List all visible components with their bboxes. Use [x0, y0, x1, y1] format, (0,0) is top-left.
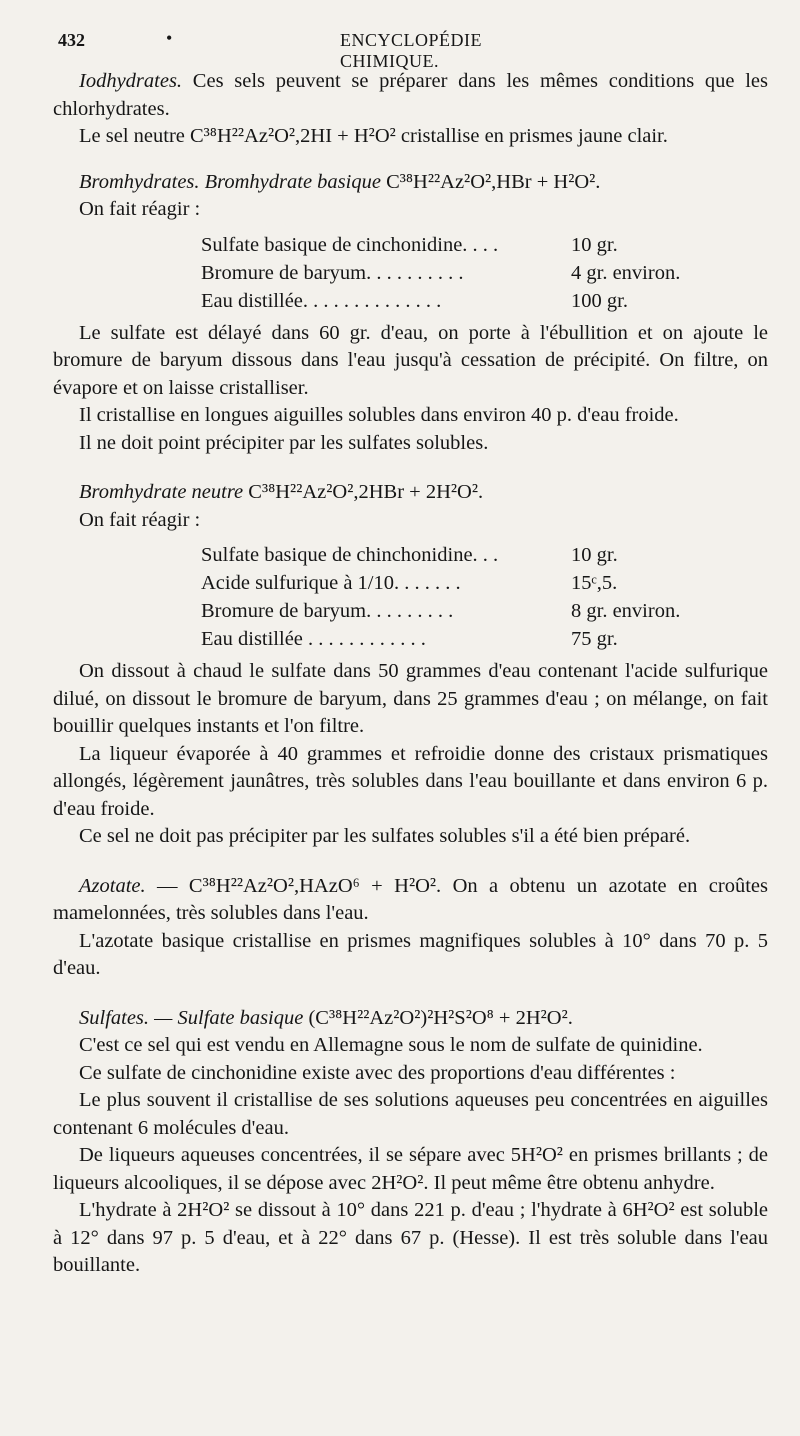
- recipe-row: Bromure de baryum. . . . . . . . . . 4 gr. environ.: [201, 261, 681, 284]
- section-heading: Bromhydrates. Bromhydrate basique: [79, 170, 381, 193]
- running-title: ENCYCLOPÉDIE CHIMIQUE.: [340, 30, 482, 71]
- paragraph: Il cristallise en longues aiguilles solubles dans environ 40 p. d'eau froide.: [79, 404, 679, 426]
- body-text: [53, 68, 768, 1280]
- paragraph: C'est ce sel qui est vendu en Allemagne sous le nom de sulfate de quinidine.: [79, 1034, 703, 1056]
- formula: (C³⁸H²²Az²O²)²H²S²O⁸ + 2H²O².: [308, 1006, 573, 1029]
- paragraph: Ce sulfate de cinchonidine existe avec des proportions d'eau différentes :: [79, 1061, 676, 1084]
- paragraph: La liqueur évaporée à 40 grammes et refroidie donne des cristaux prismatiques allongés, légèrement jaunâtres, très solubles dans l'eau bouillante et dans environ 6 p. d'eau froide.: [53, 742, 768, 820]
- recipe-row: Acide sulfurique à 1/10. . . . . . . 15ᶜ,5.: [201, 572, 618, 594]
- paragraph: Le plus souvent il cristallise de ses solutions aqueuses peu concentrées en aiguilles contenant 6 molécules d'eau.: [53, 1089, 768, 1139]
- paragraph: On fait réagir :: [79, 508, 201, 531]
- section-heading: Azotate.: [79, 874, 146, 897]
- recipe-table-1: [201, 232, 768, 316]
- paragraph: L'azotate basique cristallise en prismes magnifiques solubles à 10° dans 70 p. 5 d'eau.: [53, 929, 768, 979]
- recipe-row: Eau distillée . . . . . . . . . . . . 75 gr.: [201, 628, 618, 650]
- section-heading: Bromhydrate neutre: [79, 481, 244, 503]
- section-heading: Iodhydrates.: [79, 70, 183, 92]
- paragraph: Le sulfate est délayé dans 60 gr. d'eau, on porte à l'ébullition et on ajoute le bromure de baryum dissous dans l'eau jusqu'à cessation de précipité. On filtre, on évapore et on laisse cristalliser.: [53, 321, 768, 399]
- header-dot: •: [166, 28, 173, 48]
- paragraph: De liqueurs aqueuses concentrées, il se sépare avec 5H²O² en prismes brillants ; de liqueurs alcooliques, il se dépose avec 2H²O². Il peut même être obtenu anhydre.: [53, 1144, 768, 1194]
- paragraph-bromhydrates: [53, 169, 768, 197]
- recipe-table-2: [201, 542, 768, 654]
- paragraph: On dissout à chaud le sulfate dans 50 grammes d'eau contenant l'acide sulfurique dilué, on dissout le bromure de baryum, dans 25 grammes d'eau ; on mélange, on fait bouillir quelques instants et l'on filtre.: [53, 660, 768, 737]
- paragraph: Le sel neutre C³⁸H²²Az²O²,2HI + H²O² cristallise en prismes jaune clair.: [79, 125, 668, 147]
- paragraph: Ce sel ne doit pas précipiter par les sulfates solubles s'il a été bien préparé.: [79, 825, 691, 847]
- paragraph: L'hydrate à 2H²O² se dissout à 10° dans 221 p. d'eau ; l'hydrate à 6H²O² est soluble à 12° dans 97 p. 5 d'eau, et à 22° dans 67 p. (Hesse). Il est très soluble dans l'eau bouillante.: [53, 1199, 768, 1276]
- paragraph-azotate: Azotate. — C³⁸H²²Az²O²,HAzO⁶ + H²O². On a obtenu un azotate en croûtes mamelonnées, très solubles dans l'eau.: [53, 874, 769, 924]
- recipe-row: Sulfate basique de cinchonidine. . . . 10 gr.: [201, 233, 618, 256]
- paragraph-bromhydrate-neutre: [53, 479, 768, 507]
- paragraph: On fait réagir :: [79, 198, 201, 220]
- recipe-row: Sulfate basique de chinchonidine. . . 10 gr.: [201, 544, 618, 566]
- recipe-row: Eau distillée. . . . . . . . . . . . . . 100 gr.: [201, 289, 628, 312]
- paragraph-sulfates: [53, 1005, 768, 1033]
- paragraph: Il ne doit point précipiter par les sulfates solubles.: [79, 431, 489, 454]
- section-heading: Sulfates. — Sulfate basique: [79, 1006, 304, 1029]
- formula: C³⁸H²²Az²O²,HBr + H²O².: [386, 170, 601, 193]
- paragraph-iodhydrates: Iodhydrates. Ces sels peuvent se préparer dans les mêmes conditions que les chlorhydrates.: [53, 70, 769, 120]
- page-number: 432: [58, 30, 85, 50]
- formula: C³⁸H²²Az²O²,2HBr + 2H²O².: [248, 481, 484, 503]
- recipe-row: Bromure de baryum. . . . . . . . . 8 gr. environ.: [201, 600, 681, 622]
